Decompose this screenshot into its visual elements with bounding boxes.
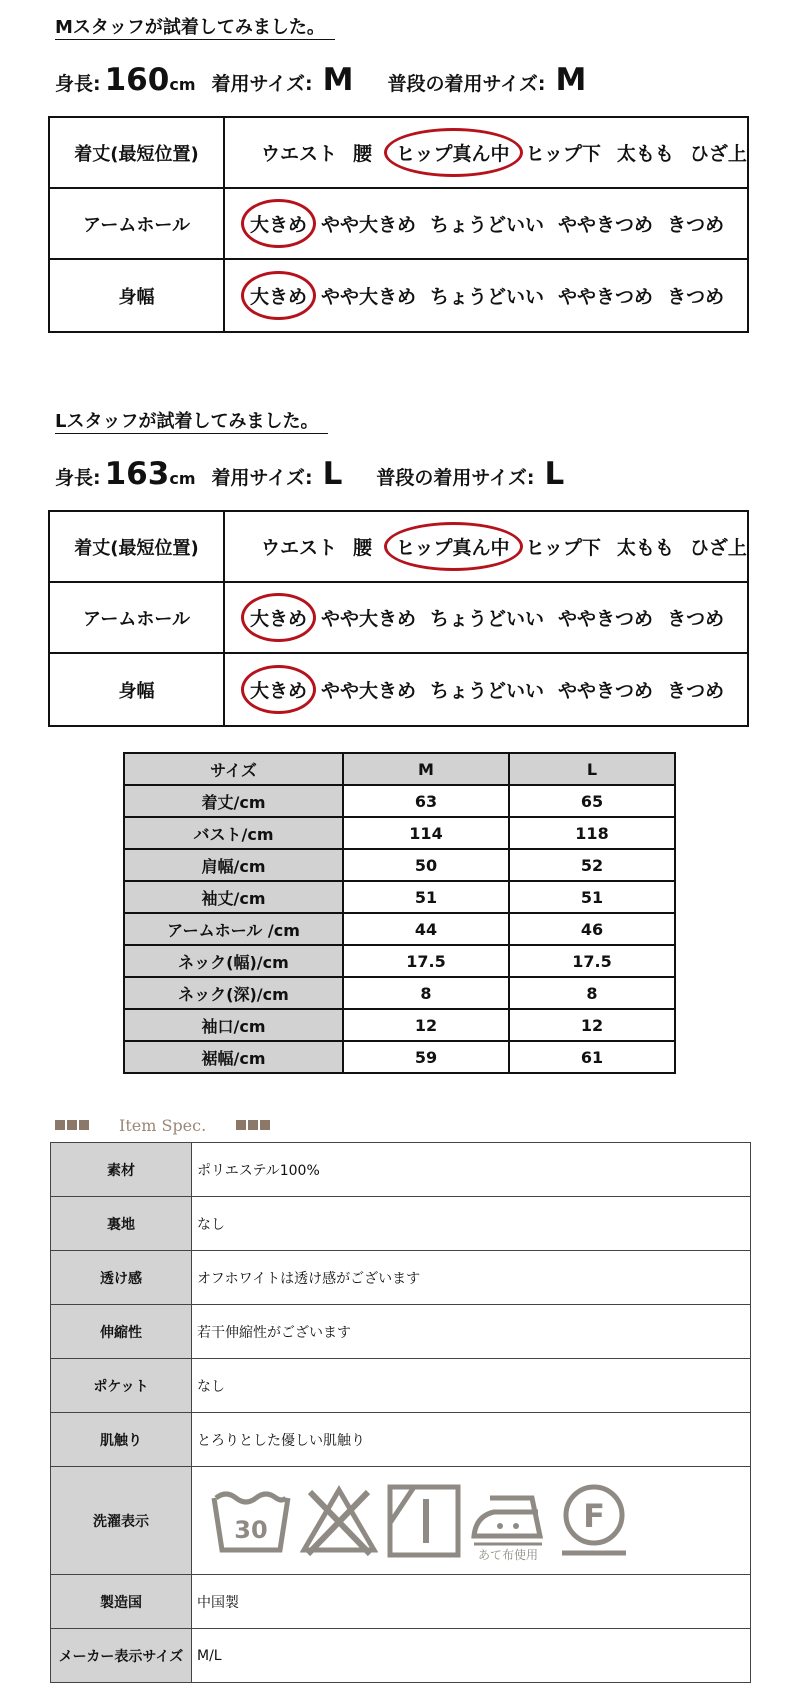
size-cell: 61 [509,1041,675,1073]
fit-options [225,512,747,581]
height-label: 身長: [55,467,101,489]
spec-key: 製造国 [51,1575,192,1629]
height-value: 163 [104,456,170,492]
fit-option: ウエスト [261,143,338,165]
usual-size-label: 普段の着用サイズ: [376,467,535,489]
square-bullets-icon [55,1120,91,1130]
fit-row-armhole [50,189,747,260]
wear-size-label: 着用サイズ: [211,467,313,489]
spec-value: 中国製 [192,1575,751,1629]
fit-option: ウエスト [261,537,338,559]
fit-options [225,260,747,331]
dry-clean-f-icon [556,1483,632,1559]
spec-value: なし [192,1359,751,1413]
spec-value: M/L [192,1629,751,1683]
height-value: 160 [104,62,170,98]
fit-option: 太もも [616,537,674,559]
size-cell: 51 [343,881,509,913]
usual-size-label: 普段の着用サイズ: [387,73,546,95]
fit-options [225,118,747,187]
washtub-30-icon [210,1484,292,1558]
fit-option: ヒップ下 [525,537,601,559]
size-cell: 12 [343,1009,509,1041]
size-cell: 8 [509,977,675,1009]
spec-value: なし [192,1197,751,1251]
size-row-label: 袖口/cm [124,1009,343,1041]
fit-option: やや大きめ [321,214,417,236]
fit-option: きつめ [667,286,725,308]
size-cell: 118 [509,817,675,849]
wear-size-value: M [322,62,354,98]
fit-row-length [50,512,747,583]
fit-option: やや大きめ [321,608,417,630]
table-row [51,1629,751,1683]
size-cell: 17.5 [509,945,675,977]
fit-option-selected: 大きめ [250,676,307,703]
fit-row-width [50,260,747,331]
table-row [51,1143,751,1197]
height-unit: cm [169,469,196,488]
fit-option: 腰 [353,537,373,559]
spec-value: ポリエステル100% [192,1143,751,1197]
table-row [51,1413,751,1467]
size-cell: 52 [509,849,675,881]
size-header-cell: L [509,753,675,785]
size-row-label: アームホール /cm [124,913,343,945]
spec-value: とろりとした優しい肌触り [192,1413,751,1467]
fit-option: 腰 [353,143,373,165]
size-cell: 46 [509,913,675,945]
size-row-label: 袖丈/cm [124,881,343,913]
usual-size-value: M [555,62,587,98]
spec-value: 若干伸縮性がございます [192,1305,751,1359]
size-cell: 44 [343,913,509,945]
l-fit-table [48,510,749,727]
usual-size-value: L [544,456,565,492]
spec-key: 裏地 [51,1197,192,1251]
fit-option-selected: ヒップ真ん中 [396,139,509,166]
fit-option: ちょうどいい [430,608,545,630]
wash-temp: 30 [234,1515,268,1544]
table-row [51,1197,751,1251]
size-cell: 8 [343,977,509,1009]
size-row-label: バスト/cm [124,817,343,849]
size-table [123,752,676,1074]
size-row-label: ネック(幅)/cm [124,945,343,977]
l-staff-stats [55,456,564,496]
size-cell: 63 [343,785,509,817]
fit-option: ひざ上 [689,537,747,559]
m-staff-title: Mスタッフが試着してみました。 [55,17,335,40]
fit-option: きつめ [667,608,725,630]
table-row [51,1575,751,1629]
table-row [51,1359,751,1413]
fit-option: きつめ [667,680,725,702]
table-row [51,1305,751,1359]
fit-options [225,189,747,258]
table-row [124,913,675,945]
fit-option: ややきつめ [558,680,654,702]
fit-option: やや大きめ [321,680,417,702]
l-staff-title: Lスタッフが試着してみました。 [55,411,328,434]
fit-option: きつめ [667,214,725,236]
fit-option: ややきつめ [558,286,654,308]
spec-heading-text: Item Spec. [119,1115,207,1135]
table-row [124,881,675,913]
table-row [124,1041,675,1073]
size-cell: 59 [343,1041,509,1073]
size-cell: 51 [509,881,675,913]
fit-label: アームホール [50,189,225,258]
wear-size-value: L [322,456,343,492]
spec-key: メーカー表示サイズ [51,1629,192,1683]
fit-row-width [50,654,747,725]
size-header-cell: サイズ [124,753,343,785]
drip-dry-icon [386,1483,462,1559]
table-row [124,785,675,817]
size-cell: 50 [343,849,509,881]
spec-key: 素材 [51,1143,192,1197]
fit-option: ひざ上 [689,143,747,165]
wear-size-label: 着用サイズ: [211,73,313,95]
fit-row-length [50,118,747,189]
fit-option-selected: 大きめ [250,210,307,237]
table-row [51,1467,751,1575]
table-row [124,817,675,849]
fit-option: 太もも [616,143,674,165]
fit-row-armhole [50,583,747,654]
size-row-label: 肩幅/cm [124,849,343,881]
fit-label: 身幅 [50,654,225,725]
fit-label: アームホール [50,583,225,652]
size-cell: 12 [509,1009,675,1041]
spec-key: ポケット [51,1359,192,1413]
fit-options [225,654,747,725]
fit-options [225,583,747,652]
dry-letter: F [583,1496,605,1535]
fit-option: ヒップ下 [525,143,601,165]
m-fit-table [48,116,749,333]
care-symbols [192,1467,751,1575]
m-staff-stats [55,62,586,102]
size-row-label: 裾幅/cm [124,1041,343,1073]
iron-with-cloth-icon [470,1480,548,1562]
size-row-label: ネック(深)/cm [124,977,343,1009]
size-row-label: 着丈/cm [124,785,343,817]
fit-option: ちょうどいい [430,286,545,308]
fit-option-selected: 大きめ [250,604,307,631]
fit-label: 着丈(最短位置) [50,118,225,187]
fit-option: ややきつめ [558,608,654,630]
size-cell: 17.5 [343,945,509,977]
table-row [124,977,675,1009]
spec-key: 透け感 [51,1251,192,1305]
no-bleach-icon [300,1484,378,1558]
fit-option: ちょうどいい [430,214,545,236]
fit-option: やや大きめ [321,286,417,308]
table-row [124,1009,675,1041]
spec-value: オフホワイトは透け感がございます [192,1251,751,1305]
spec-key: 洗濯表示 [51,1467,192,1575]
table-row [124,945,675,977]
fit-option: ややきつめ [558,214,654,236]
spec-key: 伸縮性 [51,1305,192,1359]
fit-option: ちょうどいい [430,680,545,702]
fit-label: 着丈(最短位置) [50,512,225,581]
size-cell: 65 [509,785,675,817]
height-label: 身長: [55,73,101,95]
table-row [124,849,675,881]
spec-key: 肌触り [51,1413,192,1467]
size-header-cell: M [343,753,509,785]
fit-option-selected: ヒップ真ん中 [396,533,509,560]
spec-table [50,1142,751,1683]
fit-label: 身幅 [50,260,225,331]
height-unit: cm [169,75,196,94]
size-table-header [124,753,675,785]
fit-option-selected: 大きめ [250,282,307,309]
iron-note: あて布使用 [477,1547,539,1562]
square-bullets-icon [236,1120,272,1130]
table-row [51,1251,751,1305]
spec-heading [55,1114,272,1136]
size-cell: 114 [343,817,509,849]
